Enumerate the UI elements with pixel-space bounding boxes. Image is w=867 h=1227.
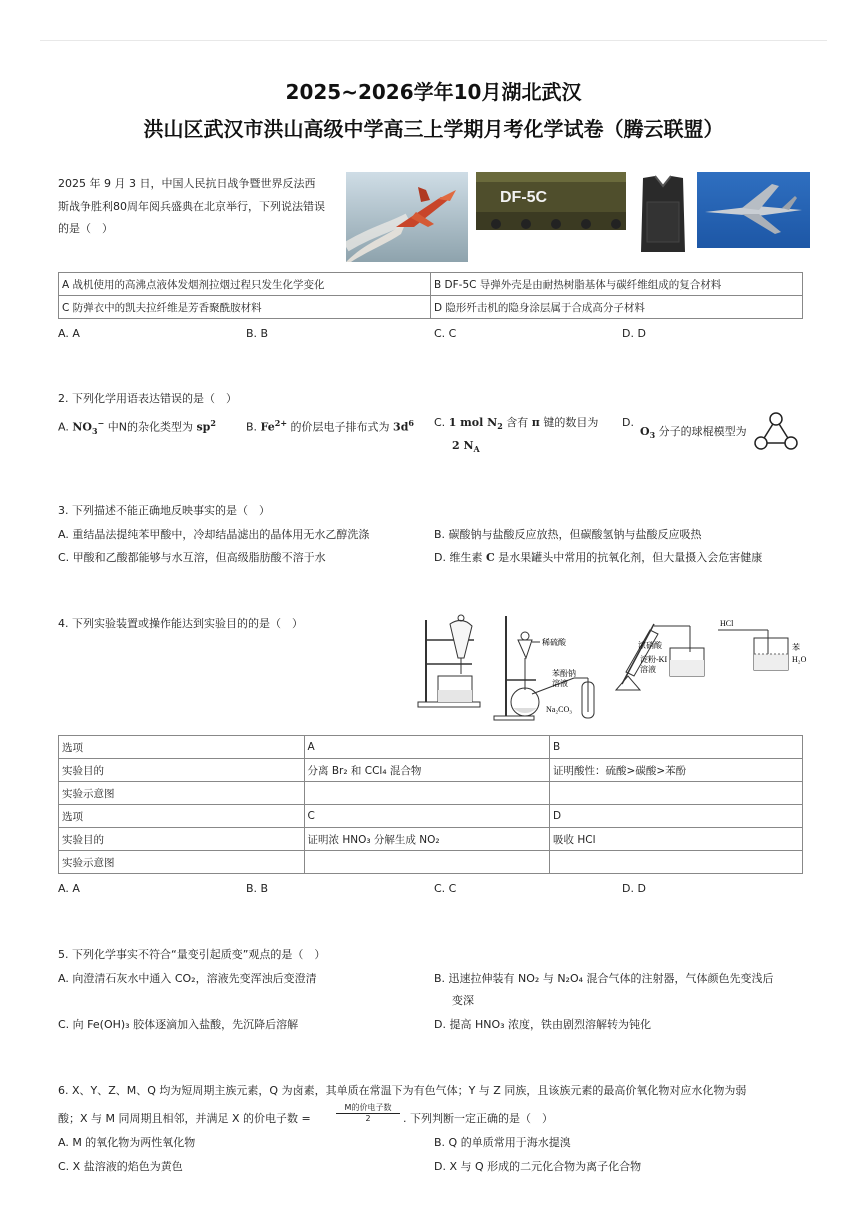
exam-title-line2: 洪山区武汉市洪山高级中学高三上学期月考化学试卷（腾云联盟） xyxy=(143,117,724,141)
q1-option-b: B DF-5C 导弹外壳是由耐热树脂基体与碳纤维组成的复合材料 xyxy=(431,273,803,296)
q3-option-d[interactable]: D. 维生素 C 是水果罐头中常用的抗氧化剂，但大量摄入会危害健康 xyxy=(434,551,763,564)
q2-option-d-label[interactable]: D. xyxy=(622,416,634,429)
q1-stem-line1: 2025 年 9 月 3 日，中国人民抗日战争暨世界反法西 xyxy=(58,177,316,190)
q6-option-a[interactable]: A. M 的氧化物为两性氧化物 xyxy=(58,1136,196,1149)
q4-cell-b: B xyxy=(550,736,803,759)
q3-option-a[interactable]: A. 重结晶法提纯苯甲酸中，冷却结晶滤出的晶体用无水乙醇洗涤 xyxy=(58,528,370,541)
q4-row-diagram-label: 实验示意图 xyxy=(59,782,305,805)
svg-text:HCl: HCl xyxy=(720,619,734,628)
top-divider xyxy=(40,40,827,41)
svg-text:溶液: 溶液 xyxy=(552,679,568,688)
q4-purpose-d: 吸收 HCl xyxy=(550,828,803,851)
q4-purpose-c: 证明浓 HNO₃ 分解生成 NO₂ xyxy=(304,828,550,851)
q4-purpose-b: 证明酸性：硫酸>碳酸>苯酚 xyxy=(550,759,803,782)
q1-options-table xyxy=(58,272,803,319)
q3-option-b[interactable]: B. 碳酸钠与盐酸反应放热，但碳酸氢钠与盐酸反应吸热 xyxy=(434,528,702,541)
exam-title-line1: 2025~2026学年10月湖北武汉 xyxy=(285,80,582,104)
q5-stem: 5. 下列化学事实不符合“量变引起质变”观点的是（ ） xyxy=(58,948,326,961)
q4-cell-c: C xyxy=(304,805,550,828)
q4-diagram-c xyxy=(304,851,550,874)
q5-option-b-cont: 变深 xyxy=(452,994,474,1007)
q6-option-b[interactable]: B. Q 的单质常用于海水提溴 xyxy=(434,1136,571,1149)
q4-diagram-d xyxy=(550,851,803,874)
stealth-fighter-image xyxy=(697,172,810,248)
q4-choice-a[interactable]: A. A xyxy=(58,882,80,895)
q6-stem-line1: 6. X、Y、Z、M、Q 均为短周期主族元素，Q 为卤素，其单质在常温下为有色气体；Y 与 Z 同族，且该族元素的最高价氧化物对应水化物为弱 xyxy=(58,1084,747,1097)
q2-stem: 2. 下列化学用语表达错误的是（ ） xyxy=(58,392,237,405)
q6-stem-line2-pre: 酸；X 与 M 同周期且相邻，并满足 X 的价电子数 = xyxy=(58,1112,311,1125)
q6-fraction xyxy=(336,1103,400,1124)
q1-choice-a[interactable]: A. A xyxy=(58,327,80,340)
q2-option-d[interactable]: $O_3$ 分子的球棍模型为 xyxy=(640,425,747,441)
q4-options-table xyxy=(58,735,803,874)
svg-text:淀粉-KI: 淀粉-KI xyxy=(640,655,668,664)
q4-diagram-b xyxy=(550,782,803,805)
svg-text:稀硫酸: 稀硫酸 xyxy=(542,638,566,647)
ozone-ball-stick-model-icon xyxy=(752,410,800,452)
fraction-numerator: M的价电子数 xyxy=(336,1103,400,1114)
apparatus-c-nitric-acid xyxy=(616,624,704,690)
q3-stem: 3. 下列描述不能正确地反映事实的是（ ） xyxy=(58,504,270,517)
svg-text:浓硝酸: 浓硝酸 xyxy=(638,641,662,650)
q5-option-b[interactable]: B. 迅速拉伸装有 NO₂ 与 N₂O₄ 混合气体的注射器，气体颜色先变浅后 xyxy=(434,972,774,985)
q6-option-d[interactable]: D. X 与 Q 形成的二元化合物为离子化合物 xyxy=(434,1160,642,1173)
q4-row-purpose-label-2: 实验目的 xyxy=(59,828,305,851)
q4-choice-b[interactable]: B. B xyxy=(246,882,269,895)
q1-option-a: A 战机使用的高沸点液体发烟剂拉烟过程只发生化学变化 xyxy=(59,273,431,296)
bulletproof-vest-image xyxy=(635,172,691,260)
q2-option-b[interactable]: B. $Fe^{2+}$ 的价层电子排布式为 $3d^6$ xyxy=(246,418,414,434)
q4-row-option-label-2: 选项 xyxy=(59,805,305,828)
svg-text:H₂O: H₂O xyxy=(792,655,807,664)
fraction-denominator: 2 xyxy=(365,1114,371,1123)
fighter-jet-smoke-image xyxy=(346,172,468,262)
q4-stem: 4. 下列实验装置或操作能达到实验目的的是（ ） xyxy=(58,617,303,630)
q4-choice-c[interactable]: C. C xyxy=(434,882,457,895)
svg-text:苯: 苯 xyxy=(792,643,800,652)
apparatus-a-separatory-funnel xyxy=(418,615,480,707)
q4-row-diagram-label-2: 实验示意图 xyxy=(59,851,305,874)
missile-label: DF-5C xyxy=(500,189,548,206)
q1-choice-b[interactable]: B. B xyxy=(246,327,269,340)
q6-stem-line2-post: . 下列判断一定正确的是（ ） xyxy=(403,1112,553,1125)
q4-cell-d: D xyxy=(550,805,803,828)
q1-choice-c[interactable]: C. C xyxy=(434,327,457,340)
q1-option-d: D 隐形歼击机的隐身涂层属于合成高分子材料 xyxy=(431,296,803,319)
apparatus-b-acid-strength xyxy=(494,616,594,720)
q1-stem-line2: 斯战争胜利80周年阅兵盛典在北京举行，下列说法错误 xyxy=(58,200,325,213)
q4-row-option-label: 选项 xyxy=(59,736,305,759)
q6-option-c[interactable]: C. X 盐溶液的焰色为黄色 xyxy=(58,1160,183,1173)
q4-purpose-a: 分离 Br₂ 和 CCl₄ 混合物 xyxy=(304,759,550,782)
q5-option-c[interactable]: C. 向 Fe(OH)₃ 胶体逐滴加入盐酸，先沉降后溶解 xyxy=(58,1018,299,1031)
q5-option-a[interactable]: A. 向澄清石灰水中通入 CO₂，溶液先变浑浊后变澄清 xyxy=(58,972,317,985)
apparatus-d-hcl-absorption xyxy=(718,619,807,670)
q4-apparatus-diagrams xyxy=(414,612,814,727)
q4-choice-d[interactable]: D. D xyxy=(622,882,646,895)
q1-choice-d[interactable]: D. D xyxy=(622,327,646,340)
q4-row-purpose-label: 实验目的 xyxy=(59,759,305,782)
q1-option-c: C 防弹衣中的凯夫拉纤维是芳香聚酰胺材料 xyxy=(59,296,431,319)
q5-option-d[interactable]: D. 提高 HNO₃ 浓度，铁由剧烈溶解转为钝化 xyxy=(434,1018,652,1031)
q4-cell-a: A xyxy=(304,736,550,759)
q1-stem-line3: 的是（ ） xyxy=(58,222,113,235)
q2-option-a[interactable]: A. $NO_3^-$ 中N的杂化类型为 $sp^2$ xyxy=(58,418,216,436)
q3-option-c[interactable]: C. 甲酸和乙酸都能够与水互溶，但高级脂肪酸不溶于水 xyxy=(58,551,326,564)
svg-text:Na₂CO₃: Na₂CO₃ xyxy=(546,705,573,714)
q4-diagram-a xyxy=(304,782,550,805)
q2-option-c[interactable]: C. 1 mol $N_2$ 含有 π 键的数目为 xyxy=(434,416,599,432)
df5c-missile-image xyxy=(476,172,626,230)
svg-text:溶液: 溶液 xyxy=(640,665,656,674)
svg-text:苯酚钠: 苯酚钠 xyxy=(552,669,576,678)
q2-option-c-value: 2 $N_A$ xyxy=(452,439,480,455)
